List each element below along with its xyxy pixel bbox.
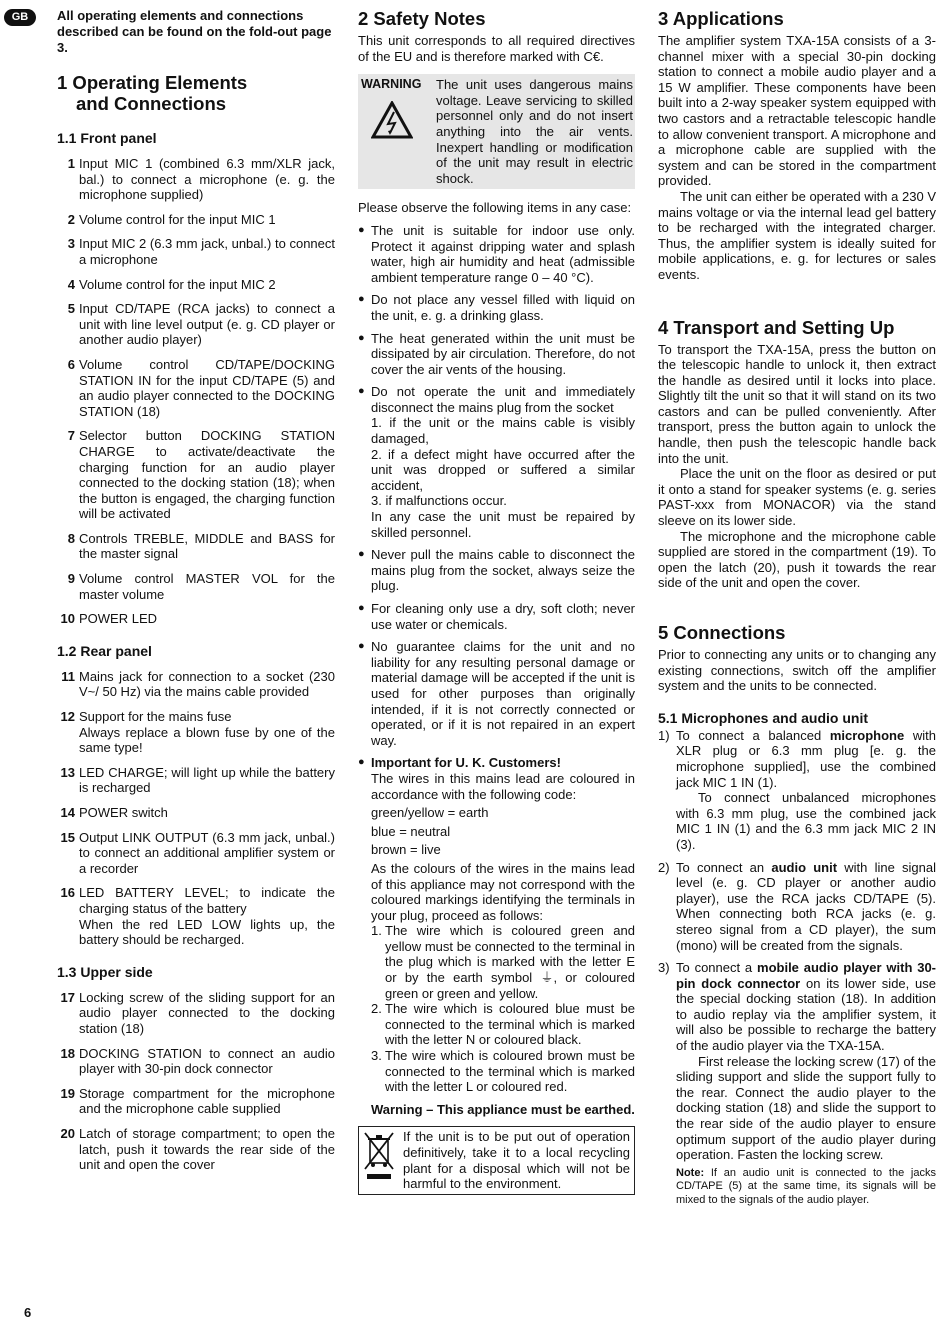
numbered-item <box>57 236 335 267</box>
ce-mark: C€. <box>583 48 604 64</box>
sub-item: 3. if malfunctions occur. <box>371 493 507 509</box>
connection-step-2: 2) To connect an audio unit with line signal level (e. g. CD player or another audio player), use the RCA jacks CD/TAPE (5). When connecting both RCA jacks (e. g. stereo signal from a CD player), the sum (mono) will be created from the signals. <box>658 859 937 953</box>
column-2 <box>358 8 635 1195</box>
earthed-warning: Warning – This appliance must be earthed. <box>371 1101 635 1117</box>
bullet-dot-icon: ● <box>358 602 365 614</box>
item-text: The wire which is coloured brown must be connected to the terminal which is marked with the letter L or coloured red. <box>385 1048 635 1095</box>
numbered-item <box>57 709 335 756</box>
item-number: 11 <box>61 668 75 684</box>
bullet-dot-icon: ● <box>358 640 365 653</box>
numbered-item <box>57 212 335 228</box>
warning-box <box>358 74 635 189</box>
section-1-1-title: 1.1 Front panel <box>57 130 157 146</box>
section-3-title: 3 Applications <box>658 8 784 29</box>
warning-label: WARNING <box>361 77 422 92</box>
bullet-dot-icon: ● <box>358 548 365 561</box>
step-1-note: To connect unbalanced microphones with 6.3 mm plug, use the combined jack MIC 1 IN (1) and the 6.3 mm jack MIC 2 IN (3). <box>676 790 936 852</box>
item-text: Selector button DOCKING STATION CHARGE to activate/deactivate the charging function for an audio player connected to the docking station (18); when the button is engaged, the charging function will be activated <box>79 428 335 522</box>
front-panel-list <box>57 156 335 627</box>
item-text: Locking screw of the sliding support for an audio player connected to the docking station (18) <box>79 989 335 1036</box>
wire-code-live: brown = live <box>371 842 441 858</box>
uk-wire-item <box>371 1001 635 1048</box>
bullet-item <box>358 331 635 378</box>
intro-note: All operating elements and connections described can be found on the fold-out page 3. <box>57 8 332 55</box>
item-text: The wire which is coloured blue must be connected to the terminal which is marked with the letter N or coloured black. <box>385 1001 635 1048</box>
sub-item: 1. if the unit or the mains cable is visibly damaged, <box>371 415 635 447</box>
item-number: 9 <box>67 571 75 587</box>
repair-note: In any case the unit must be repaired by skilled personnel. <box>371 509 635 540</box>
section-5-1-title: 5.1 Microphones and audio unit <box>658 709 869 726</box>
transport-p1: To transport the TXA-15A, press the button on the telescopic handle to unlock it, then extract the handle as desired until it locks into place. Slightly tilt the unit so that it will stand on its two castors and can be pulled conveniently. After transport, press the button again to unlock the handle, then push the telescopic handle back into the unit. <box>658 341 936 466</box>
item-number: 2 <box>67 211 75 227</box>
bullet-item-uk <box>358 755 635 1094</box>
section-1-3-title: 1.3 Upper side <box>57 963 153 980</box>
numbered-item <box>57 357 335 419</box>
connection-step-3: 3) To connect a mobile audio player with 30-pin dock connector on its lower side, use the special docking station (18). In addition to audio replay via the amplifier system, it will also be possible to recharge the battery of the audio player via the TXA-15A. First release the locking screw (17) of the sliding support and slide the support fully to the rear. Connect the audio player to the docking station (18) and slide the support to the rear side of the audio player to ensure optimum support of the audio player during operation. Fasten the locking screw. Note: If an audio unit is connected to the jacks CD/TAPE (5) at the same time, its signals will be mixed to the signals of the audio player. <box>658 960 937 1206</box>
item-text: Controls TREBLE, MIDDLE and BASS for the master signal <box>79 530 335 562</box>
item-number: 6 <box>67 356 75 372</box>
bullet-text: Do not place any vessel filled with liquid on the unit, e. g. a drinking glass. <box>371 292 635 323</box>
item-text-extra: Always replace a blown fuse by one of the same type! <box>79 724 335 756</box>
item-text: POWER LED <box>79 611 158 627</box>
ce-paragraph: This unit corresponds to all required directives of the EU and is therefore marked with C€. <box>358 33 635 64</box>
uk-text: The wires in this mains lead are coloured in accordance with the following code: <box>371 770 635 802</box>
item-text-extra: When the red LED LOW lights up, the battery should be recharged. <box>79 916 335 948</box>
item-text: Input CD/TAPE (RCA jacks) to connect a unit with line level output (e. g. CD player or another audio player) <box>79 301 335 348</box>
rear-panel-list <box>57 669 335 948</box>
item-number: 18 <box>60 1045 75 1061</box>
language-badge: GB <box>4 9 36 26</box>
item-text: Input MIC 1 (combined 6.3 mm/XLR jack, bal.) to connect a microphone (e. g. the microphone supplied) <box>79 156 335 203</box>
item-number: 20 <box>60 1125 75 1141</box>
item-number: 5 <box>67 301 75 317</box>
bullet-text: No guarantee claims for the unit and no liability for any resulting personal damage or material damage will be accepted if the unit is used for other purposes than originally intended, if it is not correctly connected or operated, or if it is not repaired in an expert way. <box>371 639 635 748</box>
section-1-2-title: 1.2 Rear panel <box>57 642 152 659</box>
numbered-item <box>57 611 335 627</box>
section-5-title: 5 Connections <box>658 622 786 643</box>
safety-bullets <box>358 223 635 1095</box>
item-number: 1 <box>67 156 75 171</box>
item-number: 2. <box>371 1001 382 1017</box>
transport-p3: The microphone and the microphone cable supplied are stored in the compartment (19). To open the latch (20), push it towards the rear side of the unit and open the cover. <box>658 528 936 591</box>
numbered-item <box>57 156 335 203</box>
bullet-dot-icon: ● <box>358 331 365 344</box>
item-text: Volume control MASTER VOL for the master volume <box>79 571 335 602</box>
item-text: Volume control for the input MIC 2 <box>79 276 276 292</box>
sub-item: 2. if a defect might have occurred after the unit was dropped or suffered a similar accident, <box>371 446 635 493</box>
numbered-item <box>57 428 335 522</box>
bullet-dot-icon: ● <box>358 756 365 769</box>
uk-wire-item <box>371 923 635 1001</box>
item-text: Mains jack for connection to a socket (230 V~/ 50 Hz) via the mains cable provided <box>79 668 335 700</box>
item-number: 1. <box>371 923 382 939</box>
numbered-item <box>57 301 335 348</box>
item-text: Latch of storage compartment; to open the latch, push it towards the rear side of the unit and open the cover <box>79 1125 335 1173</box>
bullet-dot-icon: ● <box>358 293 365 306</box>
warning-text: The unit uses dangerous mains voltage. Leave servicing to skilled personnel only and do not insert anything into the air vents. Inexpert handling or modification of the unit may result in electric shock. <box>436 77 633 186</box>
item-text: Volume control for the input MIC 1 <box>79 211 276 227</box>
uk-heading: Important for U. K. Customers! <box>371 755 561 771</box>
section-4-title: 4 Transport and Setting Up <box>658 316 895 338</box>
bullet-item <box>358 384 635 540</box>
item-number: 15 <box>60 829 75 845</box>
high-voltage-icon <box>371 101 413 139</box>
bullet-item <box>358 547 635 594</box>
numbered-item <box>57 805 335 821</box>
bullet-text: Never pull the mains cable to disconnect the mains plug from the socket, always seize the plug. <box>371 547 635 594</box>
numbered-item <box>57 765 335 796</box>
numbered-item <box>57 1126 335 1173</box>
item-number: 14 <box>60 805 75 820</box>
item-number: 7 <box>67 428 75 444</box>
connections-p1: Prior to connecting any units or to changing any existing connections, switch off the amplifier system and the units to be connected. <box>658 647 936 694</box>
item-text: Volume control CD/TAPE/DOCKING STATION IN for the input CD/TAPE (5) and an audio player connected to the DOCKING STATION (18) <box>79 356 335 419</box>
item-number: 4 <box>67 276 75 292</box>
bullet-item <box>358 292 635 323</box>
warning-label-block <box>361 77 436 186</box>
item-number: 10 <box>60 611 75 627</box>
item-text: Storage compartment for the microphone and the microphone cable supplied <box>79 1085 335 1117</box>
uk-wire-list <box>371 923 635 1095</box>
wire-code-neutral: blue = neutral <box>371 823 451 839</box>
bullet-text: Do not operate the unit and immediately disconnect the mains plug from the socket <box>371 384 635 415</box>
item-number: 3. <box>371 1048 382 1064</box>
numbered-item <box>57 1086 335 1117</box>
wire-code-earth: green/yellow = earth <box>371 805 489 821</box>
item-number: 13 <box>60 764 75 780</box>
page-number: 6 <box>24 1305 32 1320</box>
item-number: 17 <box>60 989 75 1005</box>
weee-bin-icon <box>361 1129 397 1185</box>
bullet-item <box>358 223 635 285</box>
item-text: Support for the mains fuse <box>79 709 232 725</box>
item-number: 12 <box>60 709 75 725</box>
item-text: LED BATTERY LEVEL; to indicate the charging status of the battery <box>79 885 335 916</box>
numbered-item <box>57 1046 335 1077</box>
applications-p1: The amplifier system TXA-15A consists of a 3-channel mixer with a special 30-pin docking station to connect a mobile audio player and a 15 W amplifier. These components have been built into a 2-way speaker system equipped with two castors and a retractable telescopic handle to allow convenient transport. A microphone and a microphone cable are supplied with the system and can be stored in the compartment provided. <box>658 33 936 189</box>
item-text: POWER switch <box>79 805 168 820</box>
item-text: Output LINK OUTPUT (6.3 mm jack, unbal.) to connect an additional amplifier system or a recorder <box>79 829 335 876</box>
bullet-item <box>358 601 635 632</box>
step-number: 1) <box>658 727 670 743</box>
numbered-item <box>57 830 335 877</box>
section-1-title: 1 Operating Elements and Connections <box>57 72 248 114</box>
observe-text: Please observe the following items in any case: <box>358 200 632 216</box>
bullet-text: The unit is suitable for indoor use only. Protect it against dripping water and splash water, high air humidity and heat (admissible ambient temperature range 0 – 40 °C). <box>371 222 635 285</box>
numbered-item <box>57 571 335 602</box>
applications-p2: The unit can either be operated with a 230 V mains voltage or via the internal lead gel battery to be recharged with the integrated charger. Thus, the amplifier system is ideally suited for mobile applications, e. g. for lectures or sales events. <box>658 188 936 282</box>
upper-side-list <box>57 990 335 1173</box>
bullet-item <box>358 639 635 748</box>
note: Note: If an audio unit is connected to the jacks CD/TAPE (5) at the same time, its signals will be mixed to the signals of the audio player. <box>676 1166 936 1206</box>
uk-wire-item <box>371 1048 635 1095</box>
step-3-note: First release the locking screw (17) of the sliding support and slide the support fully to the rear. Connect the audio player to the docking station (18) and slide the support to the rear side of the audio player to ensure optimum support of the audio player during operation. Fasten the locking screw. <box>676 1053 936 1163</box>
item-text: Input MIC 2 (6.3 mm jack, unbal.) to connect a microphone <box>79 236 335 267</box>
disposal-text: If the unit is to be put out of operation definitively, take it to a local recycling plant for a disposal which will not be harmful to the environment. <box>403 1129 630 1192</box>
bullet-dot-icon: ● <box>358 223 365 236</box>
step-number: 3) <box>658 960 670 976</box>
connection-step-1: 1) To connect a balanced microphone with XLR plug or 6.3 mm plug [e. g. the microphone supplied], use the combined jack MIC 1 IN (1). To connect unbalanced microphones with 6.3 mm plug, use the combined jack MIC 1 IN (1) and the 6.3 mm jack MIC 2 IN (3). <box>658 727 936 852</box>
numbered-item <box>57 531 335 562</box>
item-number: 16 <box>60 885 75 901</box>
disposal-box <box>358 1126 635 1194</box>
column-1 <box>57 72 335 1173</box>
numbered-item <box>57 990 335 1037</box>
item-number: 8 <box>67 530 75 546</box>
item-number: 3 <box>67 236 75 252</box>
section-2-title: 2 Safety Notes <box>358 8 486 29</box>
item-text: DOCKING STATION to connect an audio player with 30-pin dock connector <box>79 1045 335 1077</box>
column-3 <box>658 8 936 1208</box>
numbered-item <box>57 885 335 947</box>
bullet-text: For cleaning only use a dry, soft cloth; never use water or chemicals. <box>371 601 635 632</box>
bullet-text: The heat generated within the unit must be dissipated by air circulation. Therefore, do not cover the air vents of the housing. <box>371 330 635 377</box>
numbered-item <box>57 669 335 700</box>
transport-p2: Place the unit on the floor as desired or put it onto a stand for speaker systems (e. g. series PAST-xxx from MONACOR) via the stand sleeve on its lower side. <box>658 466 936 529</box>
item-number: 19 <box>60 1085 75 1101</box>
item-text: LED CHARGE; will light up while the battery is recharged <box>79 764 335 796</box>
item-text: The wire which is coloured green and yellow must be connected to the terminal in the plug which is marked with the letter E or by the earth symbol ⏚, or coloured green or green and yellow. <box>385 923 635 1001</box>
numbered-item <box>57 277 335 293</box>
bullet-dot-icon: ● <box>358 385 365 398</box>
uk-text-2: As the colours of the wires in the mains lead of this appliance may not correspond with the coloured markings identifying the terminals in your plug, proceed as follows: <box>371 860 635 923</box>
step-number: 2) <box>658 859 670 875</box>
